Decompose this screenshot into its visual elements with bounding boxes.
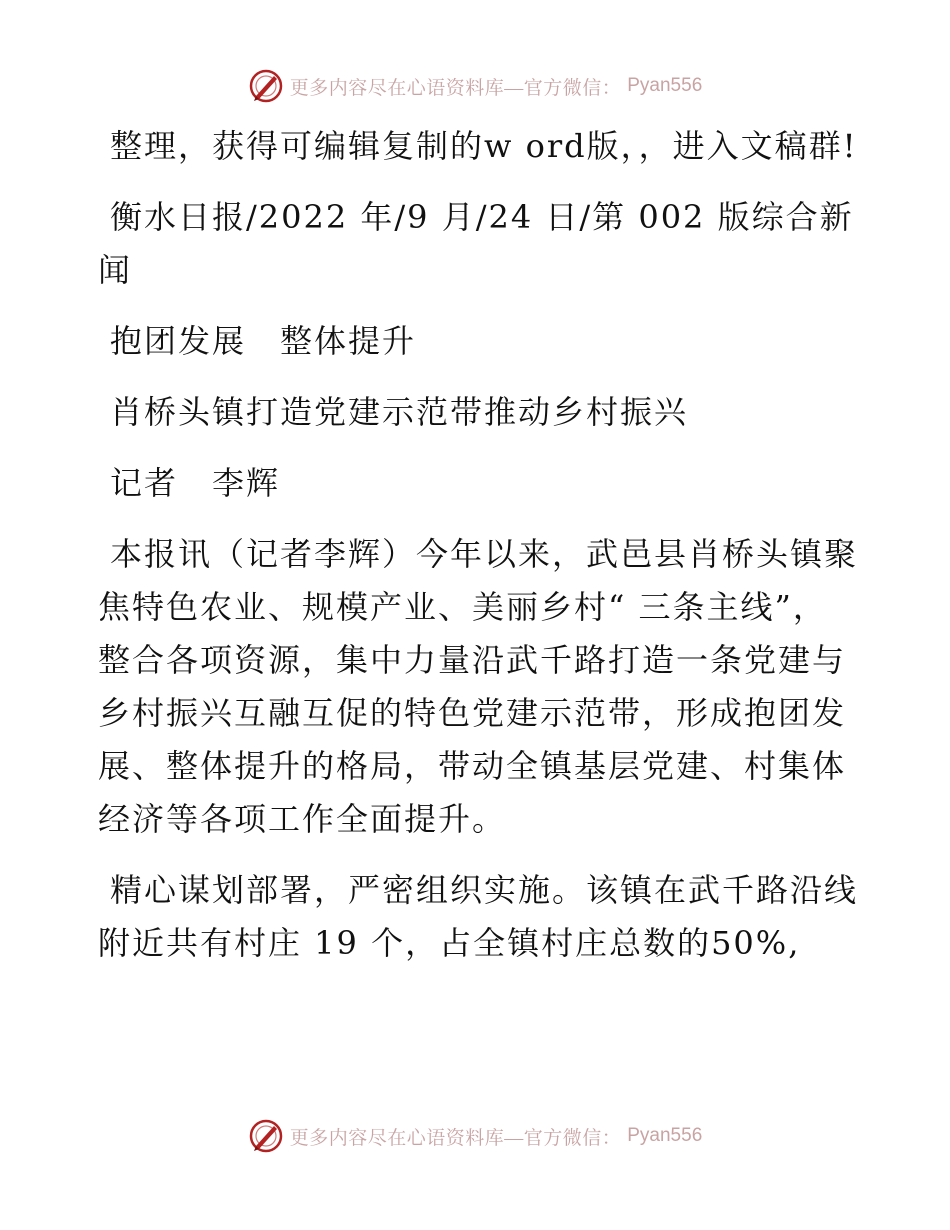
footer-watermark-banner xyxy=(0,1118,950,1154)
watermark-wechat-handle: Pyan556 xyxy=(627,1125,703,1146)
header-watermark-banner xyxy=(0,68,950,104)
headline: 抱团发展 整体提升 xyxy=(110,322,417,360)
watermark-text: 更多内容尽在心语资料库—官方微信： xyxy=(289,77,622,99)
pen-logo-icon xyxy=(248,1118,284,1154)
watermark-text: 更多内容尽在心语资料库—官方微信： xyxy=(289,1127,622,1149)
document-body xyxy=(98,120,858,988)
paragraph-note: 整理，获得可编辑复制的w ord版，，进入文稿群! xyxy=(110,127,858,165)
subheadline: 肖桥头镇打造党建示范带推动乡村振兴 xyxy=(110,393,689,431)
byline: 记者 李辉 xyxy=(110,464,281,502)
pen-logo-icon xyxy=(248,68,284,104)
paragraph-body: 精心谋划部署，严密组织实施。该镇在武千路沿线附近共有村庄 19 个，占全镇村庄总数的50%, xyxy=(98,871,859,962)
watermark-wechat-handle: Pyan556 xyxy=(627,75,703,96)
paragraph-source: 衡水日报/2022 年/9 月/24 日/第 002 版综合新闻 xyxy=(98,198,854,289)
paragraph-lead: 本报讯（记者李辉）今年以来，武邑县肖桥头镇聚焦特色农业、规模产业、美丽乡村“ 三条主线”，整合各项资源，集中力量沿武千路打造一条党建与乡村振兴互融互促的特色党建示范带，形成抱团发展、整体提升的格局，带动全镇基层党建、村集体经济等各项工作全面提升。 xyxy=(98,535,859,838)
